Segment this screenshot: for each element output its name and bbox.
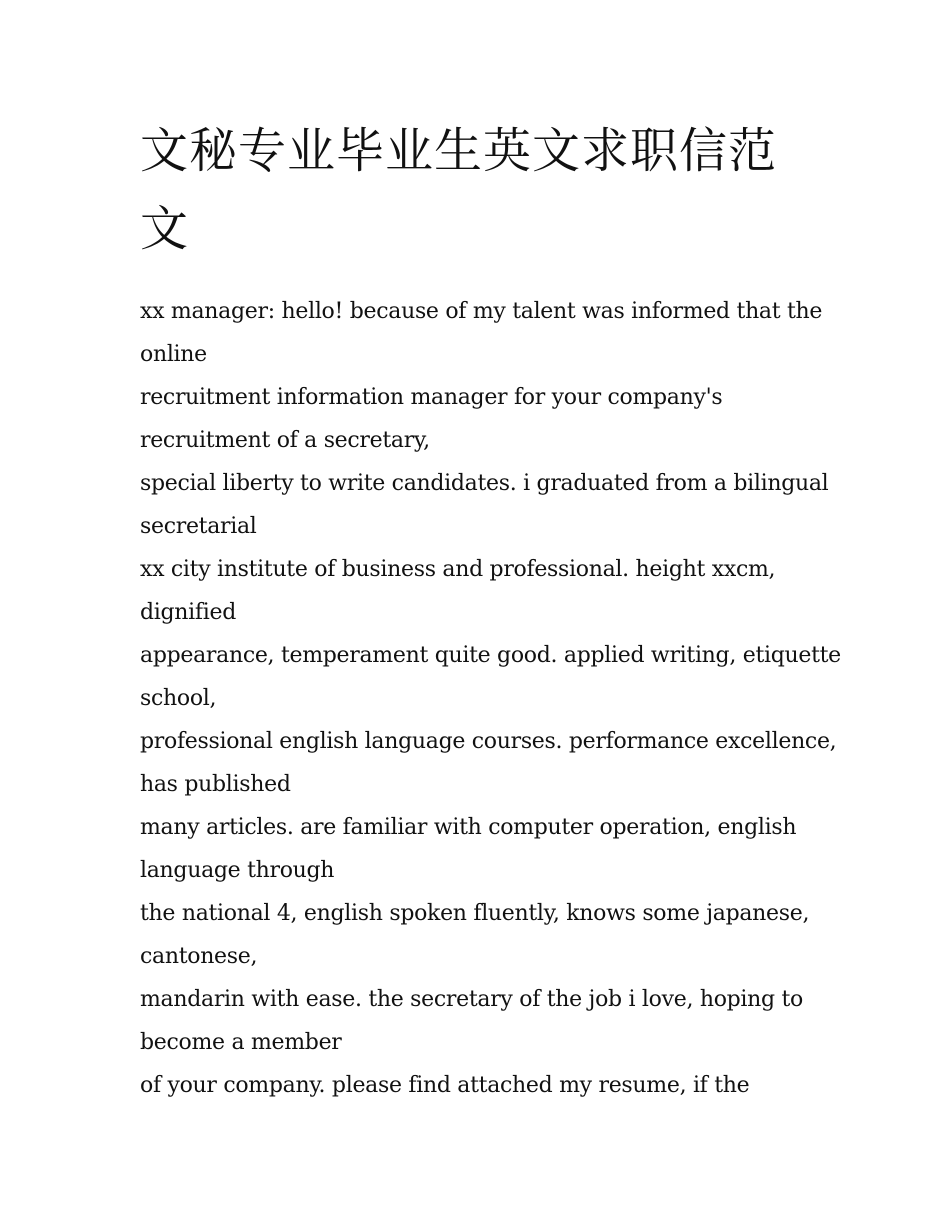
body-line: become a member	[140, 1030, 342, 1055]
body-line: many articles. are familiar with computer operation, english	[140, 815, 797, 840]
document-body	[140, 290, 841, 1107]
body-line: has published	[140, 772, 291, 797]
body-line: the national 4, english spoken fluently, knows some japanese,	[140, 901, 810, 926]
body-line: recruitment of a secretary,	[140, 428, 430, 453]
body-line: secretarial	[140, 514, 257, 539]
document-title: 文秘专业毕业生英文求职信范文	[140, 123, 778, 257]
body-line: appearance, temperament quite good. applied writing, etiquette	[140, 643, 841, 668]
body-line: school,	[140, 686, 217, 711]
body-line: of your company. please find attached my resume, if the	[140, 1073, 750, 1098]
body-line: special liberty to write candidates. i graduated from a bilingual	[140, 471, 829, 496]
body-line: language through	[140, 858, 335, 883]
body-line: dignified	[140, 600, 236, 625]
body-line: mandarin with ease. the secretary of the job i love, hoping to	[140, 987, 804, 1012]
body-line: online	[140, 342, 207, 367]
body-line: professional english language courses. performance excellence,	[140, 729, 837, 754]
body-line: xx city institute of business and professional. height xxcm,	[140, 557, 776, 582]
body-line: cantonese,	[140, 944, 258, 969]
body-line: recruitment information manager for your company's	[140, 385, 723, 410]
body-line: xx manager: hello! because of my talent was informed that the	[140, 299, 823, 324]
document-content	[140, 112, 841, 1107]
